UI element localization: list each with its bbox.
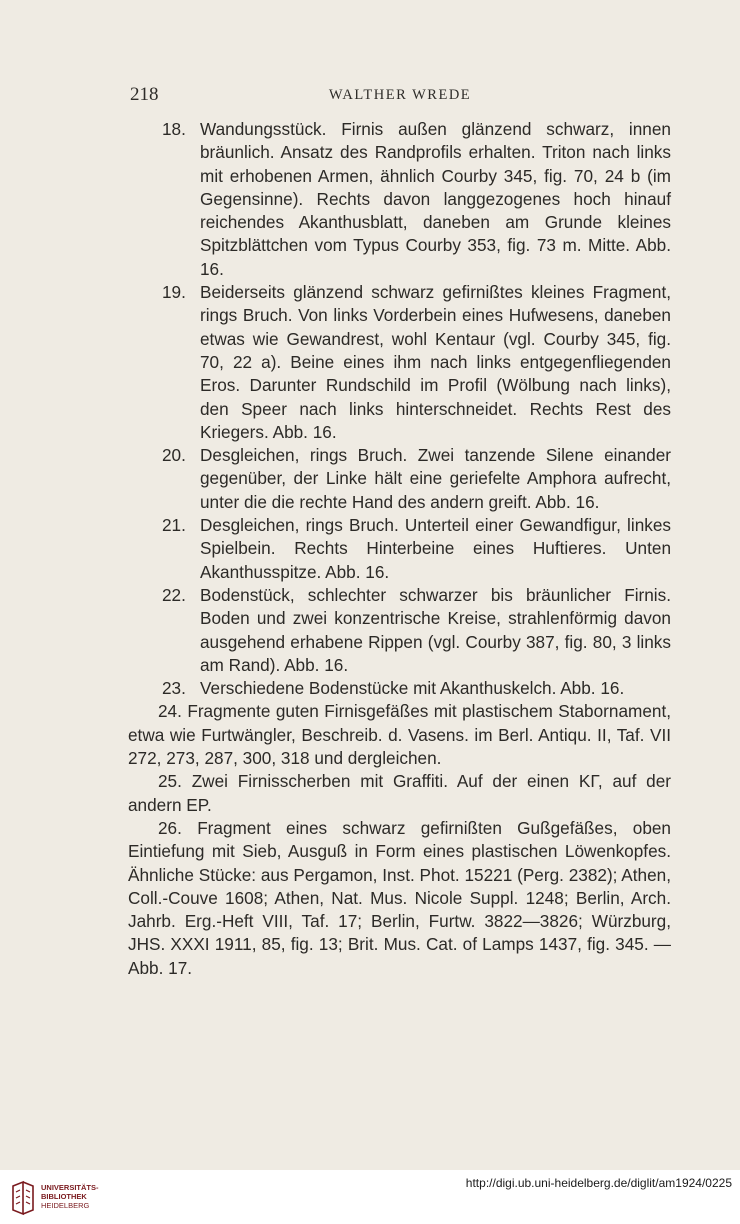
entry-number: 20. bbox=[162, 445, 186, 466]
entry-text: Verschiedene Bodenstücke mit Akanthuskelch. Abb. 16. bbox=[200, 678, 625, 699]
library-logo-icon[interactable] bbox=[10, 1180, 36, 1216]
catalog-entry bbox=[128, 770, 671, 817]
entry-number: 25. bbox=[158, 771, 182, 792]
entry-number: 24. bbox=[158, 701, 182, 722]
entry-text: Beiderseits glänzend schwarz gefirnißtes kleines Fragment, rings Bruch. Von links Vorderbein eines Hufwesens, daneben etwas wie Gewandrest, wohl Kentaur (vgl. Courby 345, fig. 70, 22 a). Beine eines ihm nach links entgegenfliegenden Eros. Darunter Rundschild im Profil (Wölbung nach links), den Speer nach links hinterschneidet. Rechts Rest des Kriegers. Abb. 16. bbox=[200, 282, 671, 442]
catalog-entry bbox=[128, 118, 671, 281]
entry-number: 22. bbox=[162, 584, 186, 605]
logo-line: UNIVERSITÄTS- bbox=[41, 1183, 99, 1192]
entry-text: Wandungsstück. Firnis außen glänzend schwarz, innen bräunlich. Ansatz des Randprofils erhalten. Triton nach links mit erhobenen Armen, ähnlich Courby 345, fig. 70, 24 b (im Gegensinne). Rechts davon langgezogenes hoch hinauf reichendes Akanthusblatt, daneben am Grunde kleines Spitzblättchen vom Typus Courby 353, fig. 73 m. Mitte. Abb. 16. bbox=[200, 119, 671, 279]
entry-text: Fragment eines schwarz gefirnißten Gußgefäßes, oben Eintiefung mit Sieb, Ausguß in Form eines plastischen Löwenkopfes. Ähnliche Stücke: aus Pergamon, Inst. Phot. 15221 (Perg. 2382); Athen, Coll.-Couve 1608; Athen, Nat. Mus. Nicole Suppl. 1248; Berlin, Arch. Jahrb. Erg.-Heft VIII, Taf. 17; Berlin, Furtw. 3822—3826; Würzburg, JHS. XXXI 1911, 85, fig. 13; Brit. Mus. Cat. of Lamps 1437, fig. 345. — Abb. 17. bbox=[128, 817, 671, 978]
entry-text: Zwei Firnisscherben mit Graffiti. Auf der einen ΚΓ, auf der andern ΕΡ. bbox=[128, 771, 671, 815]
catalog-entries bbox=[128, 118, 671, 980]
catalog-entry bbox=[128, 584, 671, 677]
entry-text: Desgleichen, rings Bruch. Zwei tanzende Silene einander gegenüber, der Linke hält eine geriefelte Amphora aufrecht, unter die die rechte Hand des andern greift. Abb. 16. bbox=[200, 445, 671, 512]
library-logo-text bbox=[41, 1183, 121, 1210]
catalog-entry bbox=[128, 677, 671, 700]
catalog-entry bbox=[128, 281, 671, 444]
catalog-entry bbox=[128, 817, 671, 980]
catalog-entry bbox=[128, 444, 671, 514]
entry-number: 19. bbox=[162, 282, 186, 303]
footer-bar bbox=[0, 1170, 740, 1224]
logo-line: BIBLIOTHEK bbox=[41, 1192, 87, 1201]
logo-line: HEIDELBERG bbox=[41, 1201, 90, 1210]
entry-text: Bodenstück, schlechter schwarzer bis bräunlicher Firnis. Boden und zwei konzentrische Kreise, strahlenförmig davon ausgehend erhabene Rippen (vgl. Courby 387, fig. 80, 3 links am Rand). Abb. 16. bbox=[200, 584, 671, 675]
entry-number: 21. bbox=[162, 515, 186, 536]
page-header bbox=[130, 84, 670, 108]
running-head: WALTHER WREDE bbox=[328, 87, 472, 103]
entry-number: 23. bbox=[162, 678, 186, 699]
catalog-entry bbox=[128, 700, 671, 770]
entry-text: Fragmente guten Firnisgefäßes mit plastischem Stabornament, etwa wie Furtwängler, Beschreib. d. Vasens. im Berl. Antiqu. II, Taf. VII 272, 273, 287, 300, 318 und dergleichen. bbox=[128, 701, 672, 769]
entry-number: 18. bbox=[162, 119, 186, 139]
catalog-entry bbox=[128, 514, 671, 584]
entry-number: 26. bbox=[158, 817, 182, 838]
entry-text: Desgleichen, rings Bruch. Unterteil einer Gewandfigur, linkes Spielbein. Rechts Hinterbeine eines Huftieres. Unten Akanthusspitze. Abb. 16. bbox=[200, 515, 671, 582]
permalink-url[interactable]: http://digi.ub.uni-heidelberg.de/diglit/am1924/0225 bbox=[465, 1176, 732, 1190]
page-number: 218 bbox=[130, 84, 159, 105]
